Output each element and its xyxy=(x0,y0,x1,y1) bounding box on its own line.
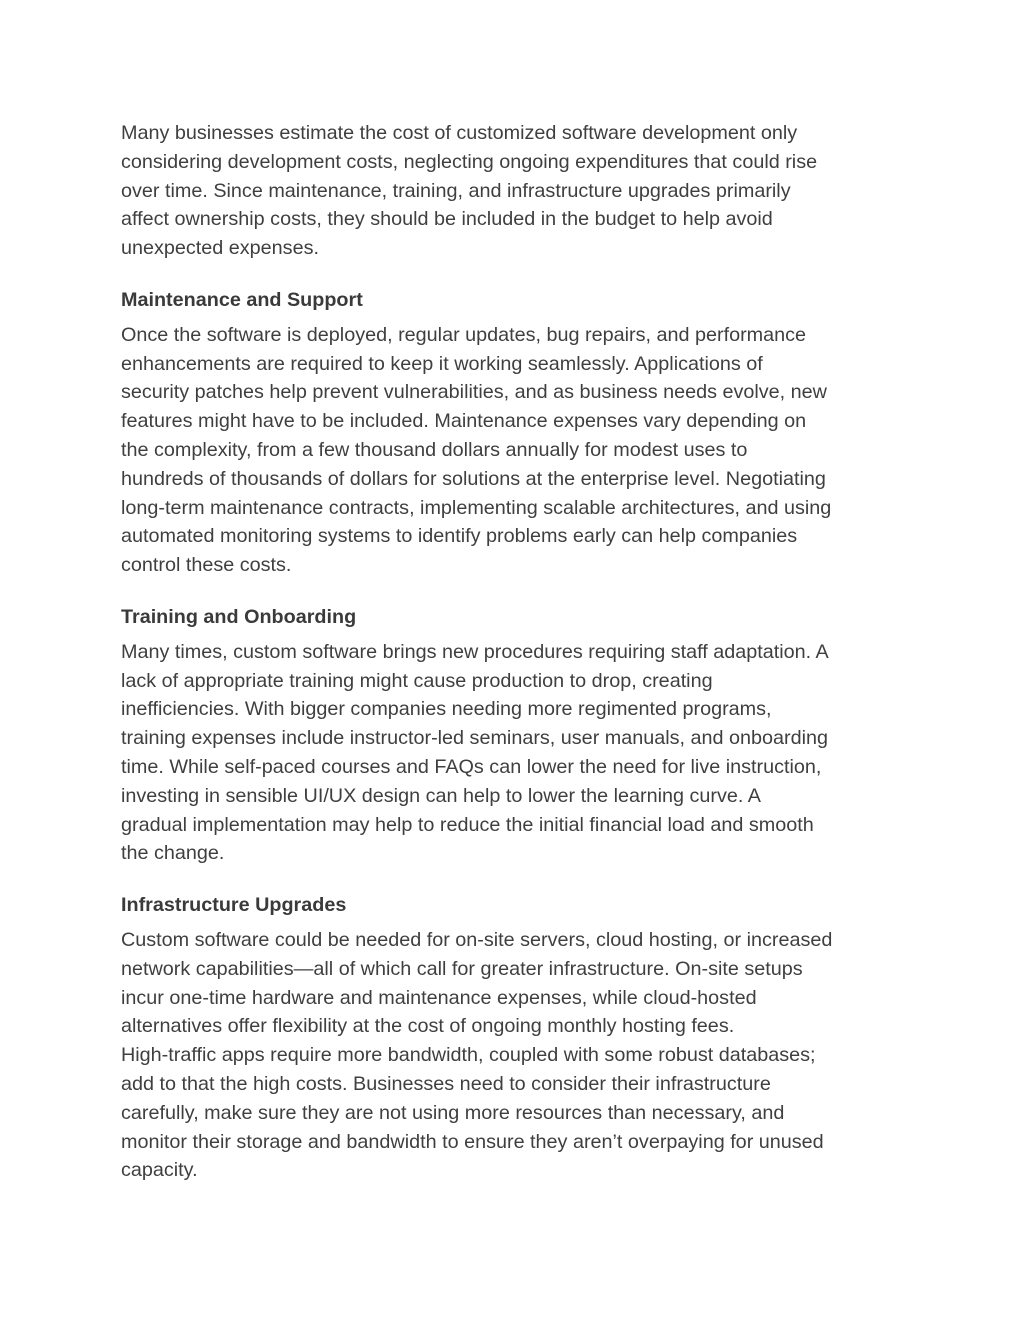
section-body: Many times, custom software brings new procedures requiring staff adaptation. A lack of appropriate training might cause production to drop, creating inefficiencies. With bigger companies needing more regimented programs, training expenses include instructor-led seminars, user manuals, and onboarding time. While self-paced courses and FAQs can lower the need for live instruction, investing in sensible UI/UX design can help to lower the learning curve. A gradual implementation may help to reduce the initial financial load and smooth the change. xyxy=(121,640,829,865)
document-page xyxy=(121,119,911,1208)
section-infrastructure-upgrades xyxy=(121,891,911,1185)
section-heading: Training and Onboarding xyxy=(121,605,357,628)
section-training-and-onboarding xyxy=(121,603,911,868)
intro-paragraph: Many businesses estimate the cost of customized software development only considering development costs, neglecting ongoing expenditures that could rise over time. Since maintenance, training, and infrastructure upgrades primarily affect ownership costs, they should be included in the budget to help avoid unexpected expenses. xyxy=(121,122,818,260)
section-body: Once the software is deployed, regular updates, bug repairs, and performance enhancements are required to keep it working seamlessly. Applications of security patches help prevent vulnerabilities, and as business needs evolve, new features might have to be included. Maintenance expenses vary depending on the complexity, from a few thousand dollars annually for modest uses to hundreds of thousands of dollars for solutions at the enterprise level. Negotiating long-term maintenance contracts, implementing scalable architectures, and using automated monitoring systems to identify problems early can help companies control these costs. xyxy=(121,323,832,577)
section-heading: Maintenance and Support xyxy=(121,288,363,311)
section-heading: Infrastructure Upgrades xyxy=(121,894,347,917)
section-body: Custom software could be needed for on-site servers, cloud hosting, or increased network capabilities—all of which call for greater infrastructure. On-site setups incur one-time hardware and maintenance expenses, while cloud-hosted alternatives offer flexibility at the cost of ongoing monthly hosting fees. High-traffic apps require more bandwidth, coupled with some robust databases; add to that the high costs. Businesses need to consider their infrastructure carefully, make sure they are not using more resources than necessary, and monitor their storage and bandwidth to ensure they aren’t overpaying for unused capacity. xyxy=(121,928,833,1182)
section-maintenance-and-support xyxy=(121,286,911,580)
